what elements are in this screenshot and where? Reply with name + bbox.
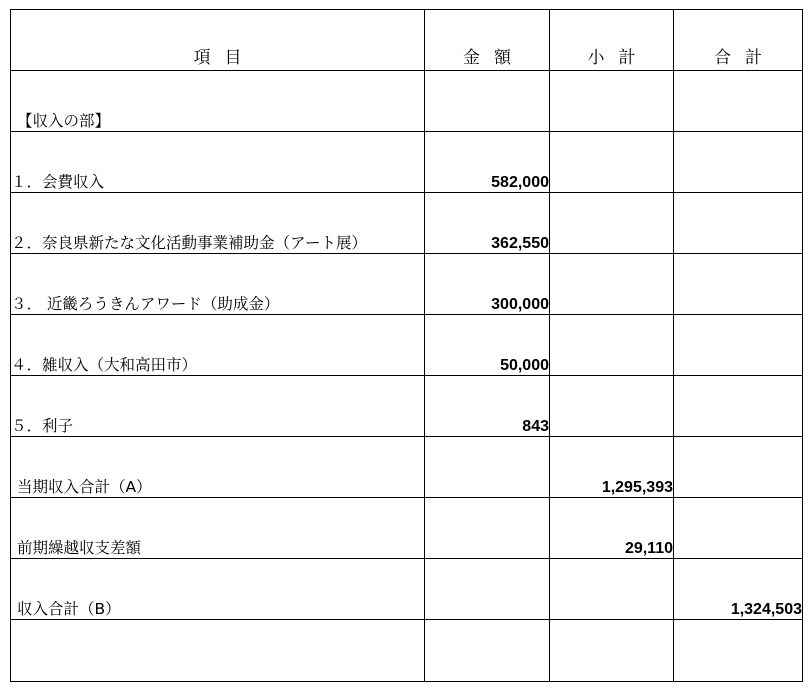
total-cell <box>674 193 803 254</box>
amount-cell <box>425 71 550 132</box>
header-item: 項目 <box>11 10 425 71</box>
table-row <box>11 193 803 254</box>
amount-cell <box>425 437 550 498</box>
header-subtotal: 小計 <box>550 10 674 71</box>
amount-cell <box>425 498 550 559</box>
amount-cell: 582,000 <box>425 132 550 193</box>
header-amount: 金額 <box>425 10 550 71</box>
table-row <box>11 71 803 132</box>
total-cell <box>674 620 803 682</box>
amount-cell: 843 <box>425 376 550 437</box>
item-label: ３． 近畿ろうきんアワード（助成金） <box>11 254 425 315</box>
subtotal-cell <box>550 71 674 132</box>
income-table <box>10 9 803 682</box>
total-cell <box>674 254 803 315</box>
item-label: ４．雑収入（大和高田市） <box>11 315 425 376</box>
item-label: ２．奈良県新たな文化活動事業補助金（アート展） <box>11 193 425 254</box>
subtotal-cell <box>550 620 674 682</box>
table-row <box>11 315 803 376</box>
header-total: 合計 <box>674 10 803 71</box>
total-cell <box>674 437 803 498</box>
item-label: 前期繰越収支差額 <box>11 498 425 559</box>
table-row <box>11 437 803 498</box>
total-cell <box>674 315 803 376</box>
item-label: 当期収入合計（A） <box>11 437 425 498</box>
amount-cell: 300,000 <box>425 254 550 315</box>
subtotal-cell: 29,110 <box>550 498 674 559</box>
subtotal-cell <box>550 559 674 620</box>
subtotal-cell <box>550 376 674 437</box>
subtotal-cell <box>550 193 674 254</box>
subtotal-cell <box>550 315 674 376</box>
total-cell <box>674 132 803 193</box>
section-label: 【収入の部】 <box>11 71 425 132</box>
amount-cell <box>425 620 550 682</box>
total-cell <box>674 71 803 132</box>
total-cell <box>674 498 803 559</box>
item-label: ５．利子 <box>11 376 425 437</box>
table-row <box>11 620 803 682</box>
item-label: １．会費収入 <box>11 132 425 193</box>
item-label <box>11 620 425 682</box>
table-row <box>11 132 803 193</box>
subtotal-cell: 1,295,393 <box>550 437 674 498</box>
subtotal-cell <box>550 254 674 315</box>
table-row <box>11 254 803 315</box>
amount-cell: 50,000 <box>425 315 550 376</box>
subtotal-cell <box>550 132 674 193</box>
table-row <box>11 376 803 437</box>
table-row <box>11 498 803 559</box>
item-label: 収入合計（B） <box>11 559 425 620</box>
total-cell <box>674 376 803 437</box>
total-cell: 1,324,503 <box>674 559 803 620</box>
amount-cell <box>425 559 550 620</box>
header-row <box>11 10 803 71</box>
table-row <box>11 559 803 620</box>
amount-cell: 362,550 <box>425 193 550 254</box>
